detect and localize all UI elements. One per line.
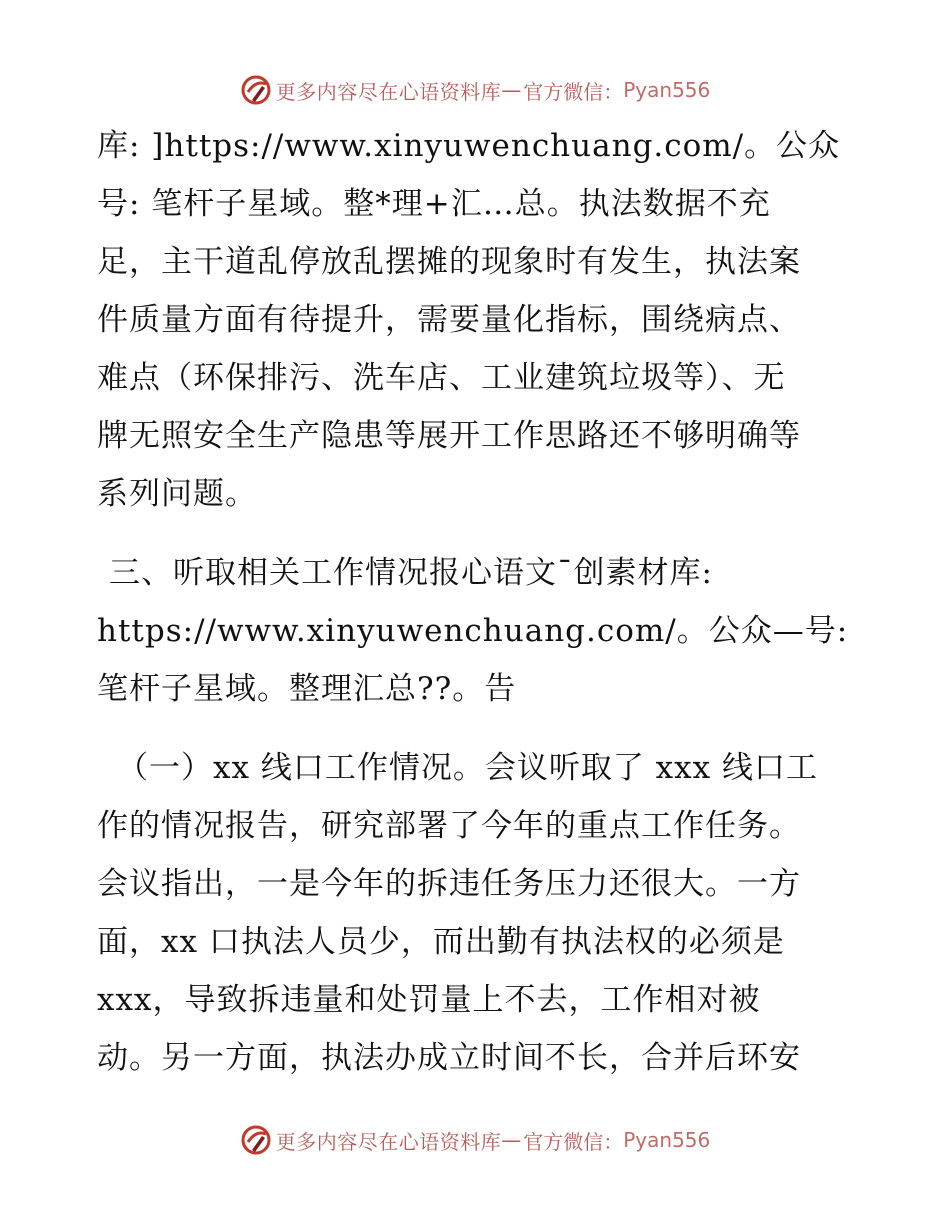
banner-slogan: 更多内容尽在心语资料库 [275,79,502,104]
text-line: 号: 笔杆子星域。整*理+汇…总。执法数据不充 [97,186,771,222]
paragraph-subsection-1 [97,739,877,1087]
text-line: 系列问题。 [97,476,257,512]
text-line: 难点（环保排污、洗车店、工业建筑垃圾等）、无 [97,360,786,396]
text-line: 牌无照安全生产隐患等展开工作思路还不够明确等 [97,418,801,454]
text-line: 作的情况报告，研究部署了今年的重点工作任务。 [97,808,801,844]
text-line: 会议指出，一是今年的拆违任务压力还很大。一方 [97,866,801,902]
text-line: 动。另一方面，执法办成立时间不长，合并后环安 [97,1040,801,1076]
text-line: 库: ]https://www.xinyuwenchuang.com/。公众 [97,128,841,164]
text-line: 笔杆子星域。整理汇总??。告 [97,671,517,707]
document-body [97,117,877,1087]
text-line: 足，主干道乱停放乱摆摊的现象时有发生，执法案 [97,244,801,280]
text-line: 三、听取相关工作情况报心语文¯创素材库: [109,555,713,591]
xinyu-logo-icon [240,74,272,106]
text-line: https://www.xinyuwenchuang.com/。公众—号: [97,613,849,649]
paragraph-continuation [97,117,877,523]
text-line: 件质量方面有待提升，需要量化指标，围绕病点、 [97,302,801,338]
footer-banner [0,1120,950,1160]
xinyu-logo-icon [240,1124,272,1156]
text-line: （一）xx 线口工作情况。会议听取了 xxx 线口工 [117,750,818,786]
banner-wechat-label: 官方微信： [523,79,624,104]
section-heading-3 [97,544,877,718]
text-line: 面，xx 口执法人员少，而出勤有执法权的必须是 [97,924,785,960]
banner-separator: — [501,78,522,102]
banner-wechat-id: Pyan556 [623,1128,711,1152]
banner-wechat-id: Pyan556 [623,78,711,102]
banner-slogan: 更多内容尽在心语资料库 [275,1129,502,1154]
banner-separator: — [501,1128,522,1152]
header-banner [0,70,950,110]
text-line: xxx，导致拆违量和处罚量上不去，工作相对被 [97,982,761,1018]
banner-wechat-label: 官方微信： [523,1129,624,1154]
